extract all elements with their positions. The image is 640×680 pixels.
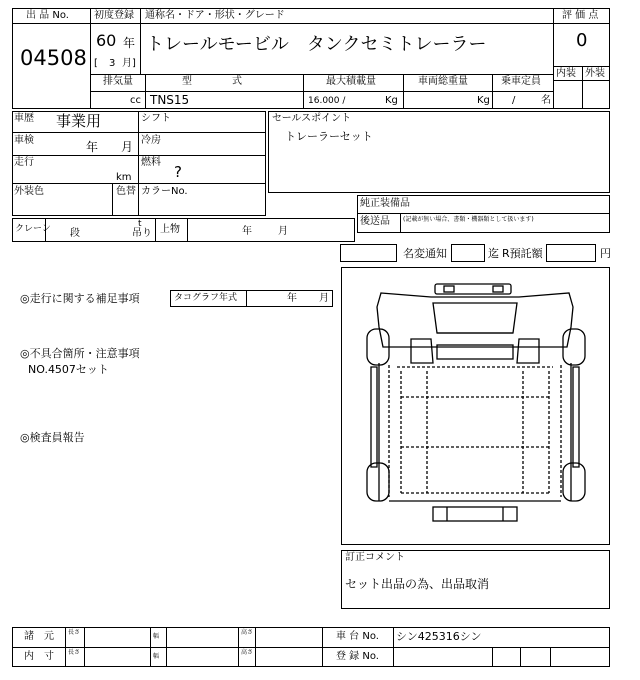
- interior-grade-label: 内装: [556, 68, 576, 79]
- vehicle-name: トレールモービル タンクセミトレーラー: [146, 34, 487, 55]
- boarding-label: 上物: [160, 224, 180, 235]
- crane-lift-unit: 吊り: [132, 228, 152, 239]
- gross-weight-unit: Kg: [477, 95, 490, 106]
- fuel-value: ?: [174, 163, 182, 181]
- lot-number: 04508: [20, 46, 87, 70]
- displacement-label: 排気量: [103, 76, 133, 87]
- delivery-items-label: 後送品: [360, 216, 390, 227]
- month-unit: 月]: [122, 58, 136, 69]
- defects-value: NO.4507セット: [28, 363, 109, 376]
- year-unit: 年: [123, 36, 136, 50]
- chassis-number-label: 車 台 No.: [336, 631, 379, 642]
- model-label: 型 式: [182, 76, 242, 87]
- model-value: TNS15: [150, 93, 190, 107]
- score-value: 0: [576, 30, 588, 51]
- delivery-note: (記載が無い場合、書類・機器類として扱います): [403, 216, 534, 223]
- genuine-equipment-label: 純正装備品: [360, 198, 410, 209]
- lot-number-label: 出 品 No.: [26, 10, 69, 21]
- first-registration-label: 初度登録: [94, 10, 134, 21]
- crane-frame: [12, 218, 355, 242]
- yen-unit: 円: [600, 247, 611, 260]
- capacity-separator: /: [512, 95, 516, 106]
- max-load-label: 最大積載量: [326, 76, 376, 87]
- max-load-value: 16.000 /: [308, 96, 346, 106]
- defects-title: ◎不具合箇所・注意事項: [20, 347, 140, 360]
- deadline-label: 迄: [488, 247, 499, 260]
- capacity-unit: 名: [541, 95, 551, 106]
- width-label-1: 幅: [153, 633, 160, 640]
- max-load-unit: Kg: [385, 95, 398, 106]
- exterior-grade-label: 外装: [585, 68, 605, 79]
- color-number-label: カラーNo.: [141, 186, 188, 197]
- blank-box-1: [340, 244, 397, 262]
- tachograph-month-unit: 月: [319, 293, 329, 304]
- capacity-label: 乗車定員: [501, 76, 541, 87]
- length-label-2: 長さ: [68, 649, 81, 656]
- inspection-label: 車検: [14, 135, 34, 146]
- registration-month: 3: [109, 58, 116, 69]
- width-label-2: 幅: [153, 653, 160, 660]
- score-label: 評 価 点: [562, 10, 599, 21]
- boarding-year-unit: 年: [242, 226, 252, 237]
- crane-stage-unit: 段: [70, 228, 80, 239]
- length-label-1: 長さ: [68, 629, 81, 636]
- crane-t-unit: t: [138, 219, 142, 229]
- mileage-unit: km: [116, 172, 132, 183]
- inspector-report-title: ◎検査員報告: [20, 431, 85, 444]
- tachograph-label: タコグラフ年式: [174, 293, 238, 303]
- correction-comment-text: セット出品の為、出品取消: [345, 577, 490, 591]
- history-value: 事業用: [56, 112, 102, 130]
- correction-comment-title: 訂正コメント: [345, 552, 405, 563]
- shift-label: シフト: [141, 113, 171, 124]
- vehicle-name-header: 通称名・ドア・形状・グレード: [145, 10, 285, 21]
- height-label-1: 高さ: [241, 629, 254, 636]
- inspection-year-unit: 年: [86, 140, 99, 154]
- gross-weight-label: 車両総重量: [418, 76, 468, 87]
- exterior-color-label: 外装色: [14, 186, 44, 197]
- fuel-label: 燃料: [141, 157, 161, 168]
- month-bracket: [: [94, 58, 98, 69]
- boarding-month-unit: 月: [278, 226, 288, 237]
- driving-notes-title: ◎走行に関する補足事項: [20, 292, 140, 305]
- inspection-month-unit: 月: [121, 140, 134, 154]
- mileage-label: 走行: [14, 157, 34, 168]
- spec-label: 諸 元: [24, 631, 54, 642]
- name-change-label: 名変通知: [403, 247, 447, 260]
- registration-year: 60: [96, 31, 117, 50]
- vehicle-diagram: [341, 267, 610, 545]
- registration-number-label: 登 録 No.: [336, 651, 379, 662]
- r-deposit-box: [546, 244, 596, 262]
- r-deposit-label: R預託額: [502, 247, 543, 260]
- sales-point-label: セールスポイント: [272, 113, 352, 124]
- crane-label: クレーン: [15, 224, 51, 234]
- color-change-label: 色替: [116, 186, 136, 197]
- height-label-2: 高さ: [241, 649, 254, 656]
- displacement-unit: cc: [130, 95, 141, 106]
- sales-point-value: トレーラーセット: [285, 130, 373, 143]
- ac-label: 冷房: [141, 135, 161, 146]
- interior-dimension-label: 内 寸: [24, 651, 54, 662]
- history-label: 車歴: [14, 113, 34, 124]
- tachograph-year-unit: 年: [287, 293, 297, 304]
- history-frame: [12, 111, 266, 216]
- chassis-number-value: シン425316シン: [396, 630, 482, 643]
- name-change-box: [451, 244, 485, 262]
